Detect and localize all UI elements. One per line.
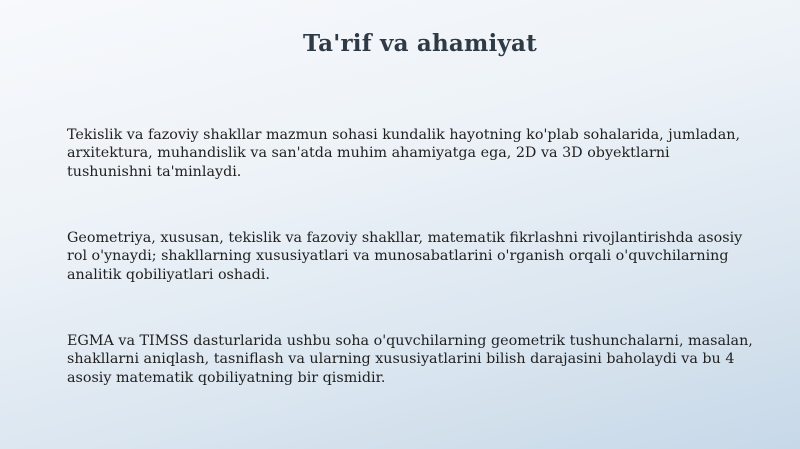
paragraph-definition: Tekislik va fazoviy shakllar mazmun sohasi kundalik hayotning ko'plab sohalarida, jumladan, arxitektura, muhandislik va san'atda muhim ahamiyatga ega, 2D va 3D obyektlarni tushunishni ta'minlaydi. (67, 127, 740, 180)
paragraph-egma-timss: EGMA va TIMSS dasturlarida ushbu soha o'quvchilarning geometrik tushunchalarni, masalan, shakllarni aniqlash, tasniflash va ularning xususiyatlarini bilish darajasini baholaydi va bu 4 asosiy matematik qobiliyatning bir qismidir. (67, 333, 753, 386)
paragraph-geometry-role: Geometriya, xususan, tekislik va fazoviy shakllar, matematik fikrlashni rivojlantirishda asosiy rol o'ynaydi; shakllarning xususiyatlari va munosabatlarini o'rganish orqali o'quvchilarning analitik qobiliyatlari oshadi. (67, 230, 743, 283)
slide-title: Ta'rif va ahamiyat (303, 30, 537, 57)
